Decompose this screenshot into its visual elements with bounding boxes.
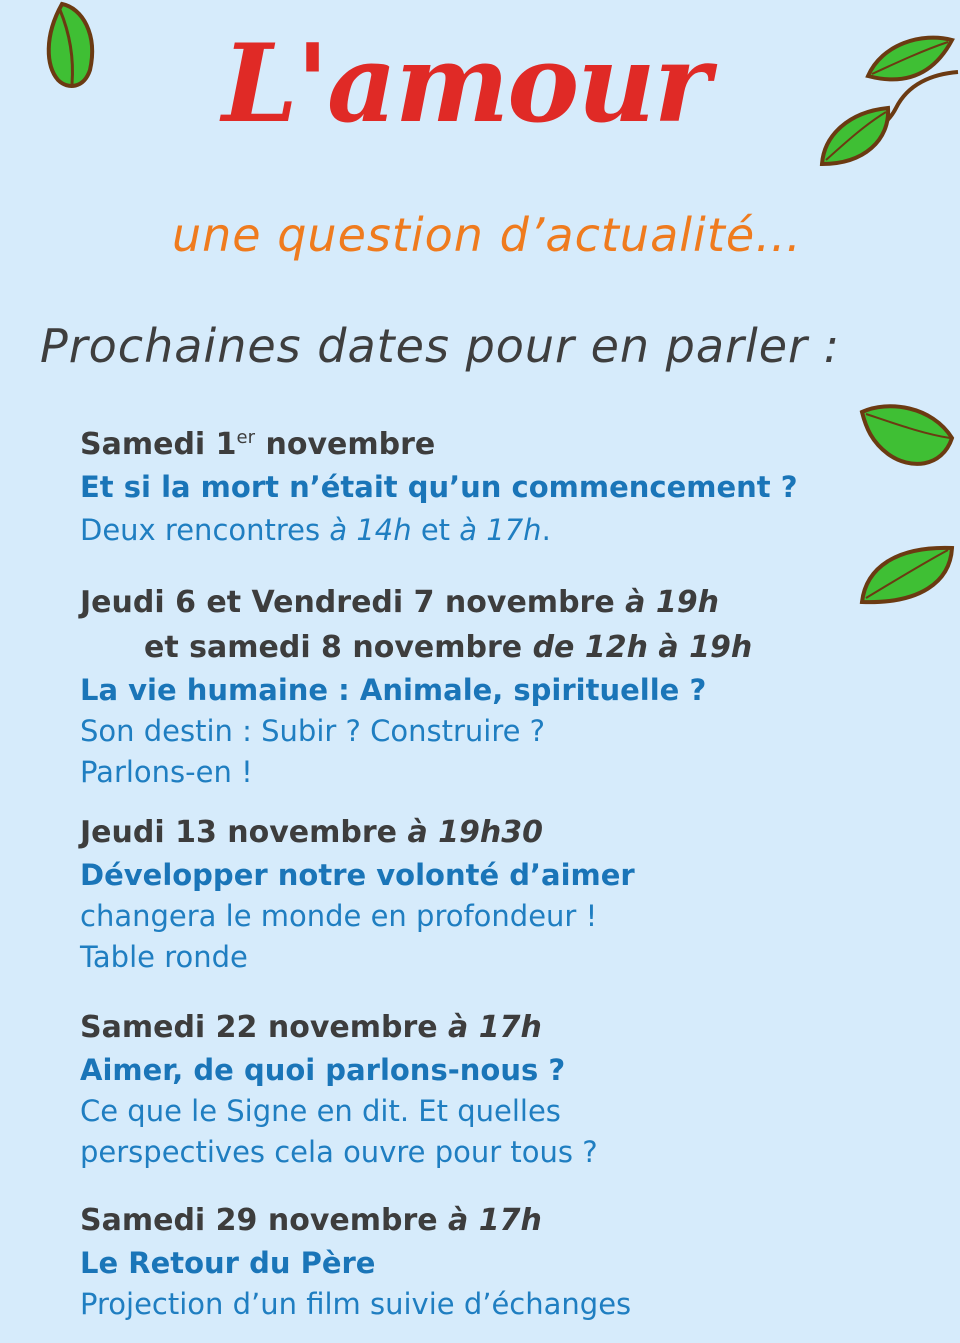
event-date-text: et samedi 8 novembre	[144, 630, 533, 665]
event-item	[80, 1200, 631, 1325]
event-item	[80, 1007, 598, 1173]
event-date	[80, 1200, 631, 1242]
event-description-line: Son destin : Subir ? Construire ?	[80, 714, 546, 748]
event-date	[80, 424, 798, 466]
event-description-line: Projection d’un film suivie d’échanges	[80, 1287, 632, 1321]
event-time: à 17h	[448, 1010, 542, 1045]
event-item	[80, 424, 798, 551]
event-date	[80, 1007, 598, 1049]
event-date-line2	[80, 627, 752, 669]
leaf-icon	[856, 538, 960, 608]
desc-text: et	[411, 513, 460, 547]
desc-text: .	[541, 513, 551, 547]
event-time: de 12h à 19h	[532, 630, 753, 665]
event-description-line: Table ronde	[80, 940, 248, 974]
event-description-line: perspectives cela ouvre pour tous ?	[80, 1135, 598, 1169]
desc-time: à 17h	[459, 513, 542, 547]
event-date	[80, 812, 635, 854]
leaf-icon	[24, 0, 104, 92]
event-time: à 19h30	[407, 815, 543, 850]
event-time: à 19h	[625, 585, 719, 620]
event-time: à 17h	[448, 1203, 542, 1238]
event-item	[80, 582, 752, 793]
event-date-text: Jeudi 13 novembre	[80, 815, 408, 850]
event-title: La vie humaine : Animale, spirituelle ?	[80, 673, 707, 707]
event-title: Aimer, de quoi parlons-nous ?	[80, 1053, 566, 1087]
desc-time: à 14h	[329, 513, 412, 547]
event-title: Le Retour du Père	[80, 1246, 376, 1280]
event-item	[80, 812, 635, 978]
event-date-ordinal: er	[236, 427, 256, 448]
event-date-month: novembre	[255, 427, 436, 462]
event-date	[80, 582, 752, 624]
event-date-day: Samedi 1	[80, 427, 237, 462]
leaf-icon	[812, 24, 960, 174]
event-title: Et si la mort n’était qu’un commencement ?	[80, 470, 798, 504]
event-description-line: Parlons-en !	[80, 755, 253, 789]
desc-text: Deux rencontres	[80, 513, 330, 547]
event-date-text: Jeudi 6 et Vendredi 7 novembre	[80, 585, 626, 620]
leaf-icon	[858, 398, 958, 472]
dates-heading: Prochaines dates pour en parler :	[40, 319, 841, 373]
event-date-text: Samedi 22 novembre	[80, 1010, 449, 1045]
event-description-line: changera le monde en profondeur !	[80, 899, 598, 933]
event-title: Développer notre volonté d’aimer	[80, 858, 635, 892]
flyer-subtitle: une question d’actualité…	[172, 208, 803, 262]
flyer-title: L'amour	[222, 21, 709, 147]
event-date-text: Samedi 29 novembre	[80, 1203, 449, 1238]
event-description	[80, 510, 798, 551]
event-description-line: Ce que le Signe en dit. Et quelles	[80, 1094, 561, 1128]
